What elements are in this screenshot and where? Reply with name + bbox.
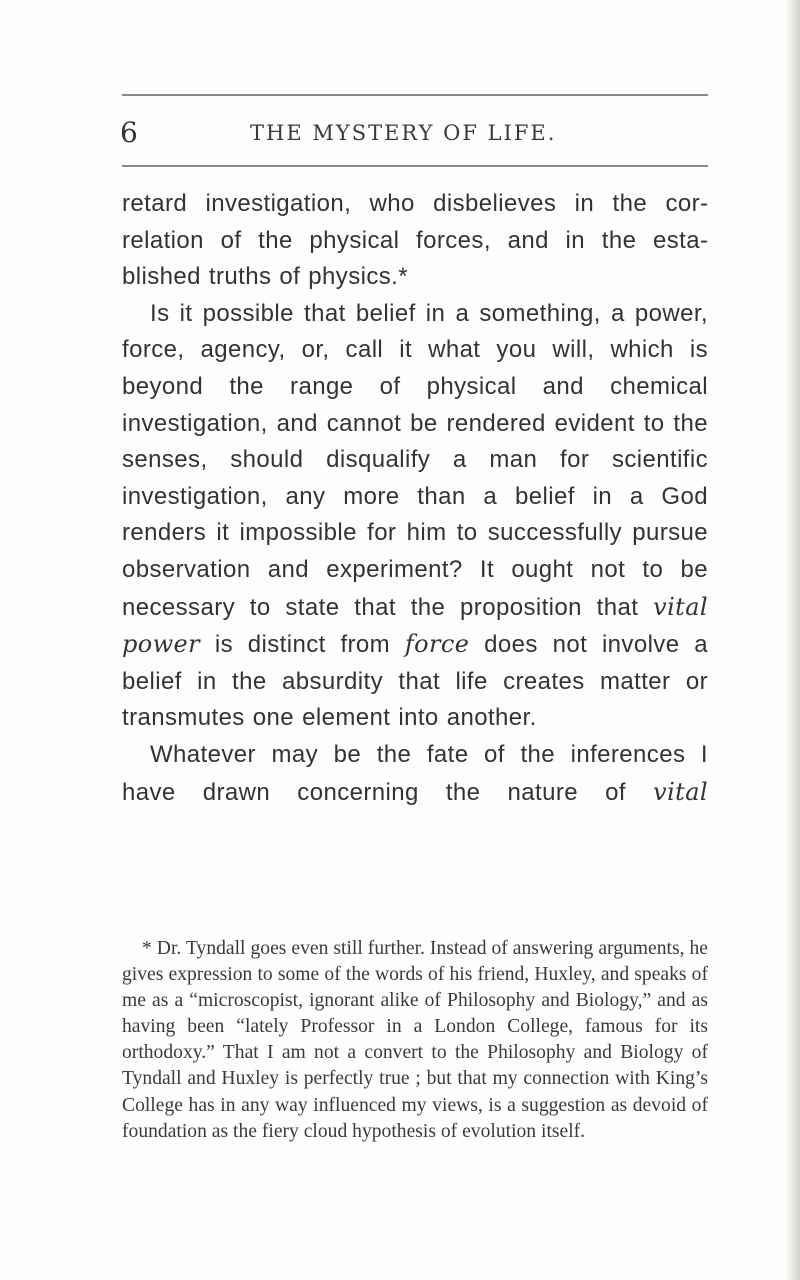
paragraph-2 <box>122 296 708 737</box>
footnote-text: * Dr. Tyndall goes even still further. Instead of answering arguments, he gives expression to some of the words of his friend, Huxley, and speaks of me as a “microscopist, ignorant alike of Philosophy and Biology,” and as having been “lately Professor in a London College, famous for its orthodoxy.” That I am not a convert to the Philosophy and Biology of Tyndall and Huxley is perfectly true ; but that my connection with King’s College has in any way influenced my views, is a suggestion as devoid of foundation as the fiery cloud hypothesis of evolution itself. <box>122 938 708 1142</box>
paragraph-3 <box>122 737 708 811</box>
footnote <box>122 936 708 1145</box>
paragraph-1: retard investigation, who disbelieves in the correlation of the physical forces, and in the established truths of physics.* <box>122 190 708 291</box>
paragraph-2-text-c: does not involve a belief in the absurdity that life creates matter or transmutes one element into another. <box>122 631 708 732</box>
running-title: THE MYSTERY OF LIFE. <box>250 121 557 145</box>
emphasis-vital-power: vital power <box>122 592 708 659</box>
header-rule-bottom <box>122 165 708 167</box>
page-number: 6 <box>120 116 138 149</box>
emphasis-vital: vital <box>653 777 708 806</box>
main-text <box>122 186 708 811</box>
paragraph-2-text-b: is distinct from <box>200 631 405 659</box>
paragraph-3-text-a: Whatever may be the fate of the inferences I have drawn concerning the nature of <box>122 740 708 806</box>
emphasis-force: force <box>404 630 470 659</box>
paragraph-2-text-a: Is it possible that belief in a something, a power, force, agency, or, call it what you will, which is beyond the range of physical and chemical investigation, and cannot be rendered evident to the senses, should disqualify a man for scientific investigation, any more than a belief in a God renders it impossible for him to successfully pursue observation and experiment? It ought not to be necessary to state that the proposition that <box>122 299 708 621</box>
header-rule-top <box>122 94 708 96</box>
page-edge-shadow <box>786 0 800 1280</box>
